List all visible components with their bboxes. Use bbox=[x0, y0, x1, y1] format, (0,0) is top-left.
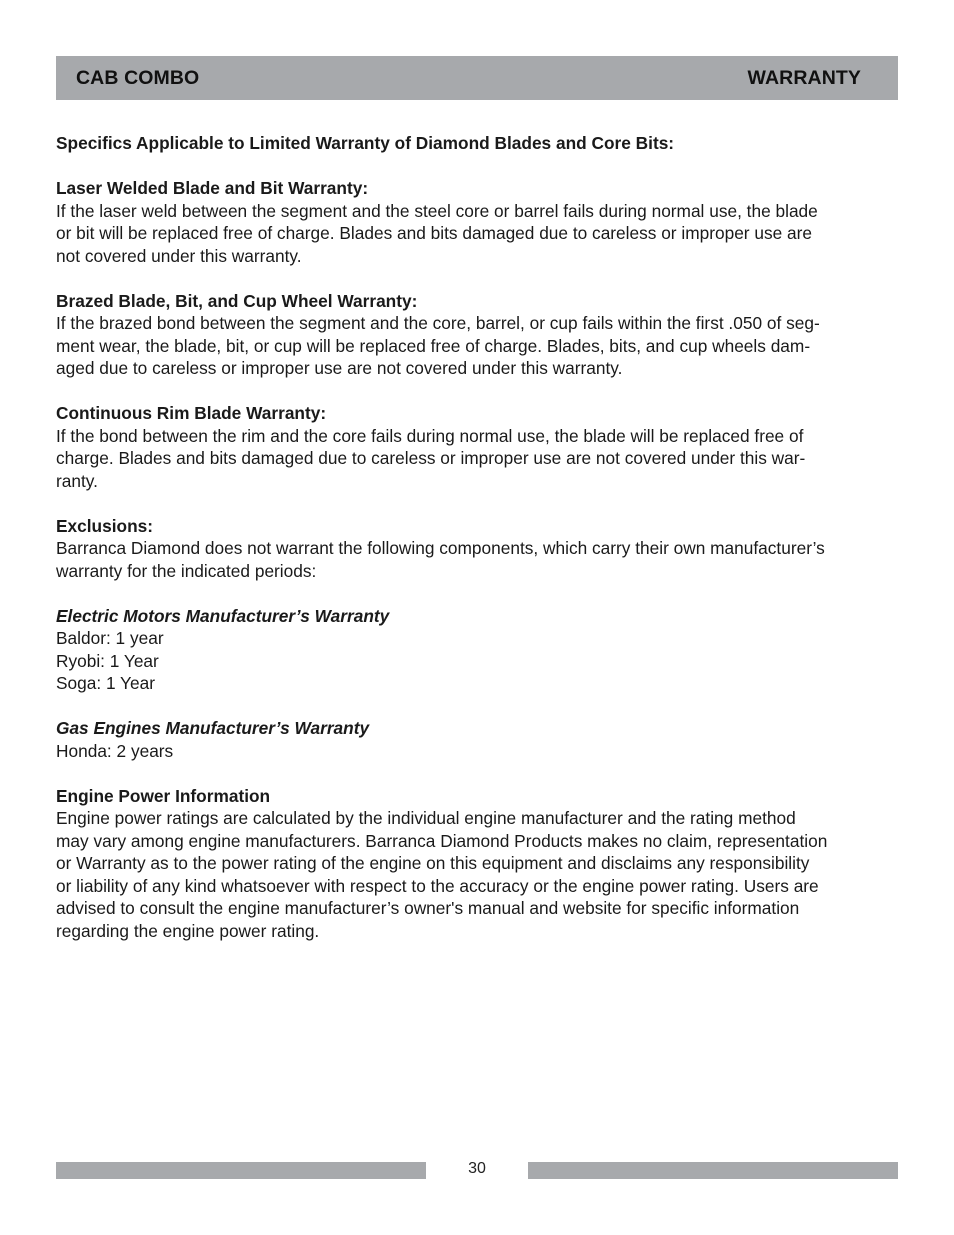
continuous-rim-line: If the bond between the rim and the core fails during normal use, the blade will be replaced free of bbox=[56, 425, 804, 446]
spacer bbox=[56, 762, 898, 785]
brazed-line: aged due to careless or improper use are not covered under this warranty. bbox=[56, 358, 623, 378]
brazed-line: If the brazed bond between the segment and the core, barrel, or cup fails within the first .050 of seg- bbox=[56, 313, 820, 333]
footer-bar-right bbox=[528, 1162, 898, 1179]
header-section-title: WARRANTY bbox=[747, 66, 861, 89]
spacer bbox=[56, 380, 898, 403]
spacer bbox=[56, 492, 898, 515]
page-header bbox=[56, 56, 898, 100]
engine-power-line: Engine power ratings are calculated by the individual engine manufacturer and the rating method bbox=[56, 808, 796, 828]
laser-welded-line: If the laser weld between the segment and the steel core or barrel fails during normal use, the blade bbox=[56, 200, 818, 221]
engine-power-line: or liability of any kind whatsoever with respect to the accuracy or the engine power rating. Users are bbox=[56, 875, 819, 896]
engine-power-line: or Warranty as to the power rating of the engine on this equipment and disclaims any responsibility bbox=[56, 853, 810, 873]
spacer bbox=[56, 695, 898, 718]
exclusions-heading: Exclusions: bbox=[56, 515, 153, 536]
continuous-rim-line: charge. Blades and bits damaged due to careless or improper use are not covered under this war- bbox=[56, 448, 806, 468]
continuous-rim-heading: Continuous Rim Blade Warranty: bbox=[56, 403, 327, 423]
electric-motor-item: Baldor: 1 year bbox=[56, 628, 164, 648]
engine-power-heading: Engine Power Information bbox=[56, 785, 271, 806]
spacer bbox=[56, 155, 898, 178]
gas-engine-item: Honda: 2 years bbox=[56, 740, 174, 761]
electric-motor-item: Soga: 1 Year bbox=[56, 673, 155, 693]
engine-power-line: may vary among engine manufacturers. Barranca Diamond Products makes no claim, representation bbox=[56, 830, 828, 851]
header-product-title: CAB COMBO bbox=[76, 66, 200, 89]
page-number: 30 bbox=[468, 1160, 486, 1177]
continuous-rim-line: ranty. bbox=[56, 470, 98, 491]
engine-power-line: regarding the engine power rating. bbox=[56, 920, 320, 941]
electric-motors-heading: Electric Motors Manufacturer’s Warranty bbox=[56, 605, 390, 626]
brazed-line: ment wear, the blade, bit, or cup will be replaced free of charge. Blades, bits, and cup wheels dam- bbox=[56, 335, 811, 356]
laser-welded-heading: Laser Welded Blade and Bit Warranty: bbox=[56, 178, 369, 198]
laser-welded-line: or bit will be replaced free of charge. Blades and bits damaged due to careless or improper use are bbox=[56, 223, 812, 243]
spacer bbox=[56, 267, 898, 290]
laser-welded-line: not covered under this warranty. bbox=[56, 245, 302, 266]
intro-heading: Specifics Applicable to Limited Warranty of Diamond Blades and Core Bits: bbox=[56, 133, 675, 153]
exclusions-line: Barranca Diamond does not warrant the following components, which carry their own manufacturer’s bbox=[56, 538, 825, 558]
engine-power-line: advised to consult the engine manufacturer’s owner's manual and website for specific information bbox=[56, 898, 800, 918]
document-body bbox=[56, 132, 898, 942]
exclusions-line: warranty for the indicated periods: bbox=[56, 560, 317, 581]
electric-motor-item: Ryobi: 1 Year bbox=[56, 650, 159, 671]
footer-bar-left bbox=[56, 1162, 426, 1179]
gas-engines-heading: Gas Engines Manufacturer’s Warranty bbox=[56, 718, 370, 738]
spacer bbox=[56, 582, 898, 605]
brazed-heading: Brazed Blade, Bit, and Cup Wheel Warranty: bbox=[56, 290, 418, 311]
